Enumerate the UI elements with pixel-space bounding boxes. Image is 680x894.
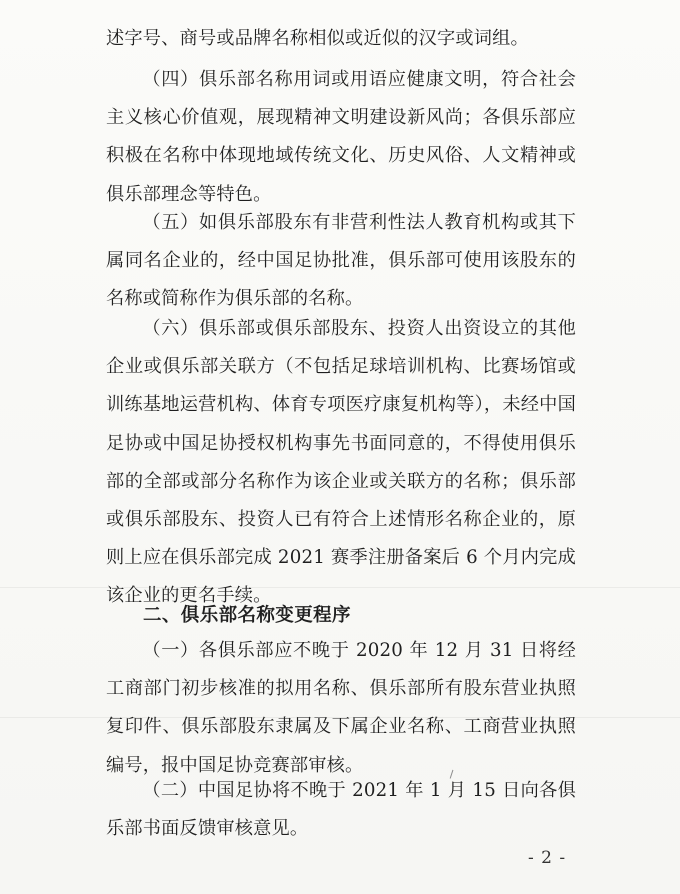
paragraph-item-5: （五）如俱乐部股东有非营利性法人教育机构或其下属同名企业的，经中国足协批准，俱乐部可使用该股东的名称或简称作为俱乐部的名称。: [106, 212, 576, 310]
paragraph-step-2: （二）中国足协将不晚于 2021 年 1 月 15 日向各俱乐部书面反馈审核意见。: [106, 780, 576, 840]
paragraph-item-4: （四）俱乐部名称用词或用语应健康文明，符合社会主义核心价值观，展现精神文明建设新风尚；各俱乐部应积极在名称中体现地域传统文化、历史风俗、人文精神或俱乐部理念等特色。: [106, 69, 576, 205]
paragraph-item-6: （六）俱乐部或俱乐部股东、投资人出资设立的其他企业或俱乐部关联方（不包括足球培训机构、比赛场馆或训练基地运营机构、体育专项医疗康复机构等），未经中国足协或中国足协授权机构事先书面同意的，不得使用俱乐部的全部或部分名称作为该企业或关联方的名称；俱乐部或俱乐部股东、投资人已有符合上述情形名称企业的，原则上应在俱乐部完成 2021 赛季注册备案后 6 个月内完成该企业的更名手续。: [106, 318, 576, 607]
page-number: - 2 -: [528, 848, 567, 868]
paragraph-continued: 述字号、商号或品牌名称相似或近似的汉字或词组。: [106, 28, 529, 49]
section-heading: 二、俱乐部名称变更程序: [143, 605, 351, 626]
paragraph-step-1: （一）各俱乐部应不晚于 2020 年 12 月 31 日将经工商部门初步核准的拟用名称、俱乐部所有股东营业执照复印件、俱乐部股东隶属及下属企业名称、工商营业执照编号，报中国足协竞赛部审核。: [106, 640, 576, 776]
